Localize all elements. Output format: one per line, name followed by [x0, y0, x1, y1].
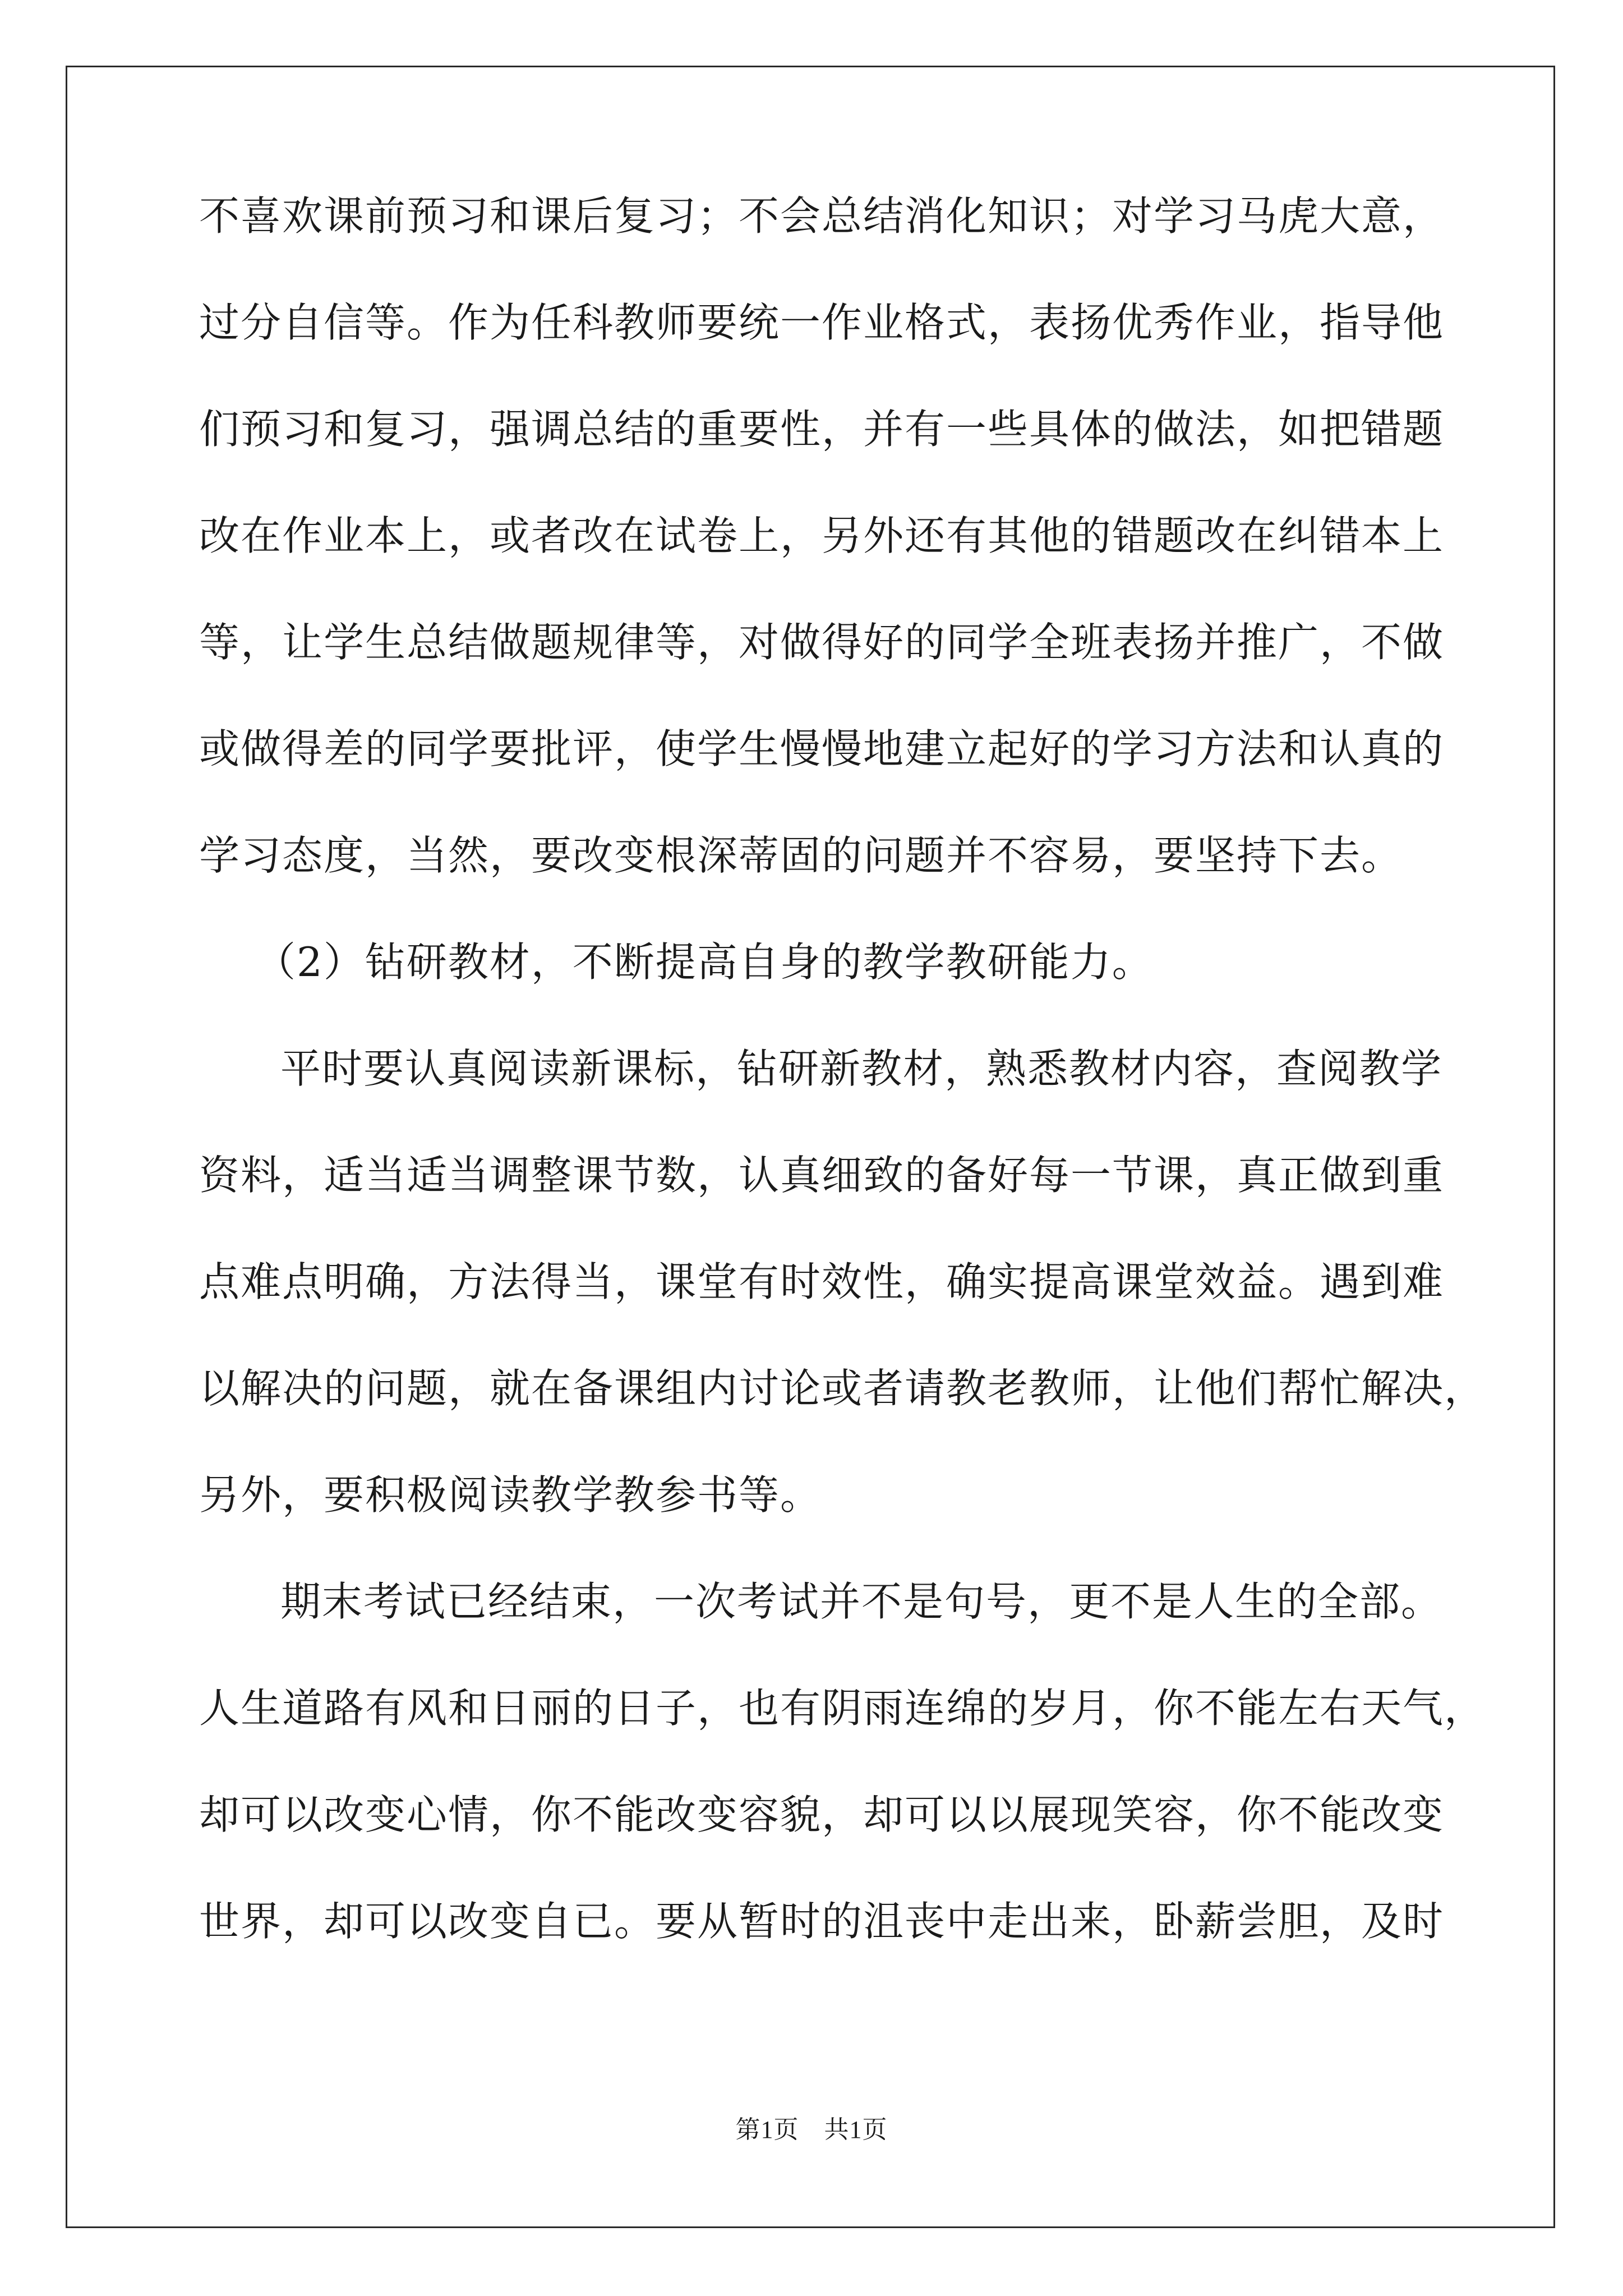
- section-heading: （2）钻研教材，不断提高自身的教学教研能力。: [255, 938, 1154, 986]
- text-line: 以解决的问题，就在备课组内讨论或者请教老教师，让他们帮忙解决，: [199, 1365, 1486, 1412]
- text-line: 或做得差的同学要批评，使学生慢慢地建立起好的学习方法和认真的: [199, 725, 1445, 772]
- text-line: 不喜欢课前预习和课后复习；不会总结消化知识；对学习马虎大意，: [199, 192, 1445, 240]
- paragraph-start-line: 平时要认真阅读新课标，钻研新教材，熟悉教材内容，查阅教学: [280, 1045, 1443, 1092]
- text-line: 另外，要积极阅读教学教参书等。: [199, 1471, 822, 1519]
- text-line: 改在作业本上，或者改在试卷上，另外还有其他的错题改在纠错本上: [199, 512, 1445, 559]
- page-number-footer: 第1页 共1页: [735, 2116, 888, 2143]
- text-line: 资料，适当适当调整课节数，认真细致的备好每一节课，真正做到重: [199, 1152, 1445, 1199]
- text-line: 等，让学生总结做题规律等，对做得好的同学全班表扬并推广，不做: [199, 619, 1445, 666]
- text-line: 人生道路有风和日丽的日子，也有阴雨连绵的岁月，你不能左右天气，: [199, 1685, 1486, 1732]
- text-line: 过分自信等。作为任科教师要统一作业格式，表扬优秀作业，指导他: [199, 299, 1445, 346]
- text-line: 点难点明确，方法得当，课堂有时效性，确实提高课堂效益。遇到难: [199, 1258, 1445, 1305]
- text-line: 世界，却可以改变自已。要从暂时的沮丧中走出来，卧薪尝胆，及时: [199, 1898, 1445, 1945]
- text-line: 学习态度，当然，要改变根深蒂固的问题并不容易，要坚持下去。: [199, 832, 1403, 879]
- text-line: 却可以改变心情，你不能改变容貌，却可以以展现笑容，你不能改变: [199, 1791, 1445, 1838]
- paragraph-start-line: 期末考试已经结束，一次考试并不是句号，更不是人生的全部。: [280, 1578, 1443, 1625]
- text-line: 们预习和复习，强调总结的重要性，并有一些具体的做法，如把错题: [199, 406, 1445, 453]
